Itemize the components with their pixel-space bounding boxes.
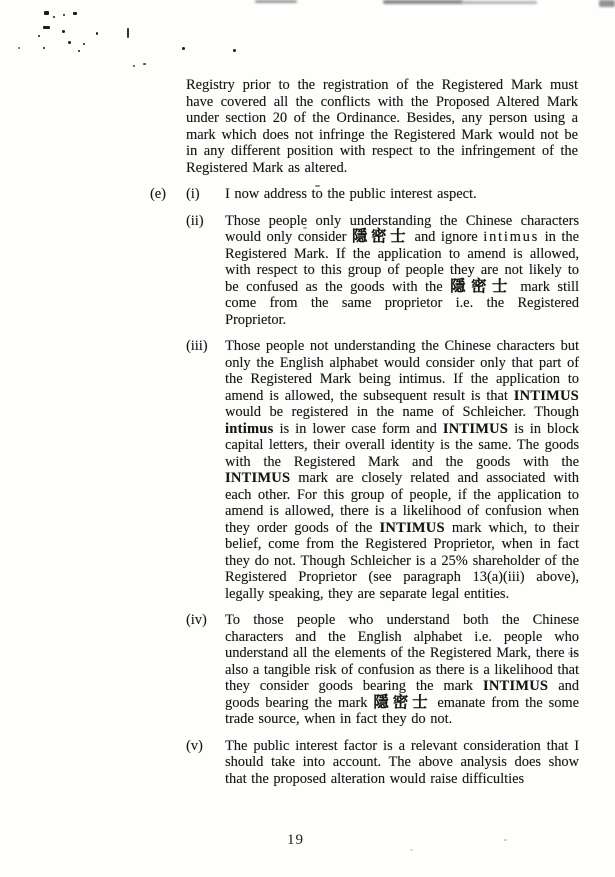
text-run-cjk: 隱密士 (450, 277, 513, 295)
document-content (150, 77, 579, 797)
text-run: I now address to the public interest aspect. (225, 186, 477, 202)
text-run-bold: INTIMUS (513, 387, 579, 404)
text-run: is in lower case form and (273, 420, 443, 437)
scan-smudge (599, 0, 615, 7)
list-label-spacer (150, 213, 186, 329)
text-run: in the Registered Mark. If the application to amend is allowed, with respect to this group of people they are not likely to be confused as the goods with the (225, 229, 579, 295)
text-run-bold: INTIMUS (442, 420, 509, 437)
item-label-v: (v) (186, 737, 203, 754)
item-label-iv: (iv) (186, 612, 207, 628)
scan-speckle (233, 49, 236, 52)
scan-speckle (410, 849, 413, 851)
item-text-ii (225, 213, 579, 329)
text-run: mark which, to their belief, come from the Registered Proprietor, when in fact they do not. Though Schleicher is a 25% shareholder of the Registered Proprietor (see paragraph 13(a)(iii) above), legally speaking, they are separate legal entities. (225, 519, 580, 602)
text-run-bold: INTIMUS (379, 519, 445, 536)
scan-speckle (143, 63, 146, 65)
text-run: and ignore (408, 229, 484, 245)
scan-speckle (133, 65, 135, 67)
text-run-bold: INTIMUS (482, 678, 549, 694)
list-label-e: (e) (150, 186, 166, 202)
list-item-i (150, 186, 579, 203)
list-item-iv (150, 612, 579, 728)
scan-speckle (182, 47, 185, 50)
text-run: is in block capital letters, their overall identity is the same. The goods with the Registered Mark and the goods with the (225, 420, 579, 470)
scan-speckle (63, 14, 65, 16)
page-number: 19 (287, 832, 304, 848)
scan-speckle (83, 43, 85, 45)
scan-speckle (62, 30, 65, 33)
scan-speckle (53, 16, 55, 18)
text-run-cjk: 隱密士 (352, 228, 409, 245)
scan-speckle (43, 26, 50, 29)
scan-speckle (96, 32, 98, 35)
scan-speckle (127, 28, 129, 38)
text-run-bold: INTIMUS (225, 470, 291, 486)
paragraph-intro (186, 77, 578, 176)
item-text-v (225, 738, 579, 788)
text-run-bold: intimus (225, 420, 274, 437)
list-label-spacer (150, 612, 186, 728)
scan-speckle (68, 41, 71, 44)
scan-speckle (73, 12, 77, 15)
item-label-iii: (iii) (186, 338, 208, 354)
list-item-v (150, 738, 579, 788)
text-run: The public interest factor is a relevant consideration that I should take into account. The above analysis does show that the proposed alteration would raise difficulties (225, 737, 579, 787)
text-run: Registry prior to the registration of the Registered Mark must have covered all the conflicts with the Proposed Altered Mark under section 20 of the Ordinance. Besides, any person using a mark which does not infringe the Registered Mark would not be in any different position with respect to the infringement of the Registered Mark as altered. (186, 77, 578, 176)
list-label-spacer (150, 738, 186, 788)
text-run-cjk: 隱密士 (373, 693, 432, 711)
scan-speckle (44, 11, 49, 15)
text-run-spaced: intimus (483, 229, 540, 245)
item-label-ii: (ii) (186, 212, 204, 229)
scan-smudge (461, 1, 537, 4)
item-text-iii (225, 338, 579, 602)
item-text-iv (225, 612, 579, 728)
list-item-ii (150, 213, 579, 329)
list-label-spacer (150, 338, 186, 602)
scan-speckle (504, 839, 507, 841)
text-run: mark are closely related and associated with each other. For this group of people, if the application to amend is allowed, there is a likelihood of confusion when they order goods of the (225, 470, 579, 536)
text-run: mark still come from the same proprietor i.e. the Registered Proprietor. (225, 278, 579, 328)
text-run: would be registered in the name of Schleicher. Though (225, 404, 579, 420)
text-run: Those people not understanding the Chinese characters but only the English alphabet would consider only that part of the Registered Mark being intimus. If the application to amend is allowed, the subsequent result is that (225, 338, 579, 404)
text-run: and goods bearing the mark (225, 678, 579, 711)
scan-speckle (18, 47, 20, 49)
scan-smudge (255, 0, 297, 3)
scan-speckle (43, 47, 45, 49)
scan-smudge (383, 0, 463, 4)
text-run: To those people who understand both the Chinese characters and the English alphabet i.e. people who understand all the elements of the Registered Mark, there is also a tangible risk of confusion as there is a likelihood that they consider goods bearing the mark (225, 612, 579, 694)
text-run: Those people only understanding the Chinese characters would only consider (225, 212, 579, 245)
item-label-i: (i) (186, 186, 200, 202)
item-text-i (225, 186, 579, 203)
text-run: emanate from the some trade source, when in fact they do not. (225, 694, 579, 727)
scan-speckle (38, 35, 40, 37)
list-item-iii (150, 338, 579, 602)
scan-speckle (78, 50, 80, 52)
